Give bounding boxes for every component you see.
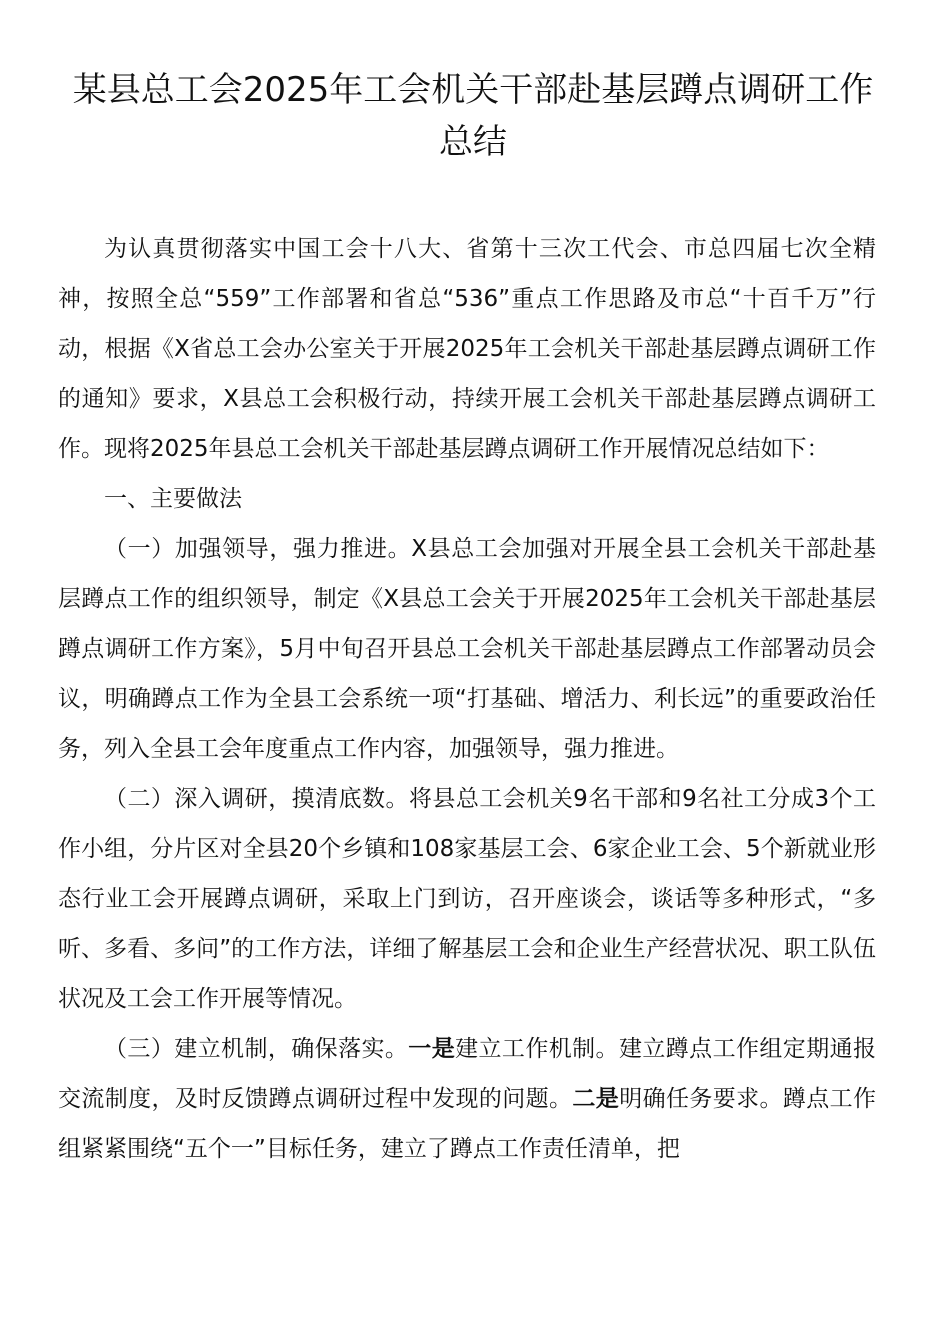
paragraph-mechanism [58, 1024, 876, 1174]
first-point-text: 建立工作机制。建立蹲点工作组定期通报交流制度，及时反馈蹲点调研过程中发现的问题。 [58, 1036, 876, 1112]
first-point-marker: 一是 [408, 1036, 456, 1062]
intro-paragraph: 为认真贯彻落实中国工会十八大、省第十三次工代会、市总四届七次全精神，按照全总“559”工作部署和省总“536”重点工作思路及市总“十百千万”行动，根据《X省总工会办公室关于开展2025年工会机关干部赴基层蹲点调研工作的通知》要求，X县总工会积极行动，持续开展工会机关干部赴基层蹲点调研工作。现将2025年县总工会机关干部赴基层蹲点调研工作开展情况总结如下： [58, 236, 876, 462]
paragraph-leadership: （一）加强领导，强力推进。X县总工会加强对开展全县工会机关干部赴基层蹲点工作的组织领导，制定《X县总工会关于开展2025年工会机关干部赴基层蹲点调研工作方案》，5月中旬召开县总工会机关干部赴基层蹲点工作部署动员会议，明确蹲点工作为全县工会系统一项“打基础、增活力、利长远”的重要政治任务，列入全县工会年度重点工作内容，加强领导，强力推进。 [58, 536, 876, 762]
paragraph-research: （二）深入调研，摸清底数。将县总工会机关9名干部和9名社工分成3个工作小组，分片区对全县20个乡镇和108家基层工会、6家企业工会、5个新就业形态行业工会开展蹲点调研，采取上门到访，召开座谈会，谈话等多种形式，“多听、多看、多问”的工作方法，详细了解基层工会和企业生产经营状况、职工队伍状况及工会工作开展等情况。 [58, 786, 876, 1012]
second-point-text: 明确任务要求。蹲点工作组紧紧围绕“五个一”目标任务，建立了蹲点工作责任清单，把 [58, 1086, 877, 1162]
section-heading-main-practices: 一、主要做法 [104, 486, 242, 512]
document-title: 某县总工会2025年工会机关干部赴基层蹲点调研工作总结 [72, 70, 874, 162]
document-body [58, 224, 876, 1174]
second-point-marker: 二是 [572, 1086, 620, 1112]
paragraph-mechanism-lead: （三）建立机制，确保落实。 [104, 1036, 409, 1062]
